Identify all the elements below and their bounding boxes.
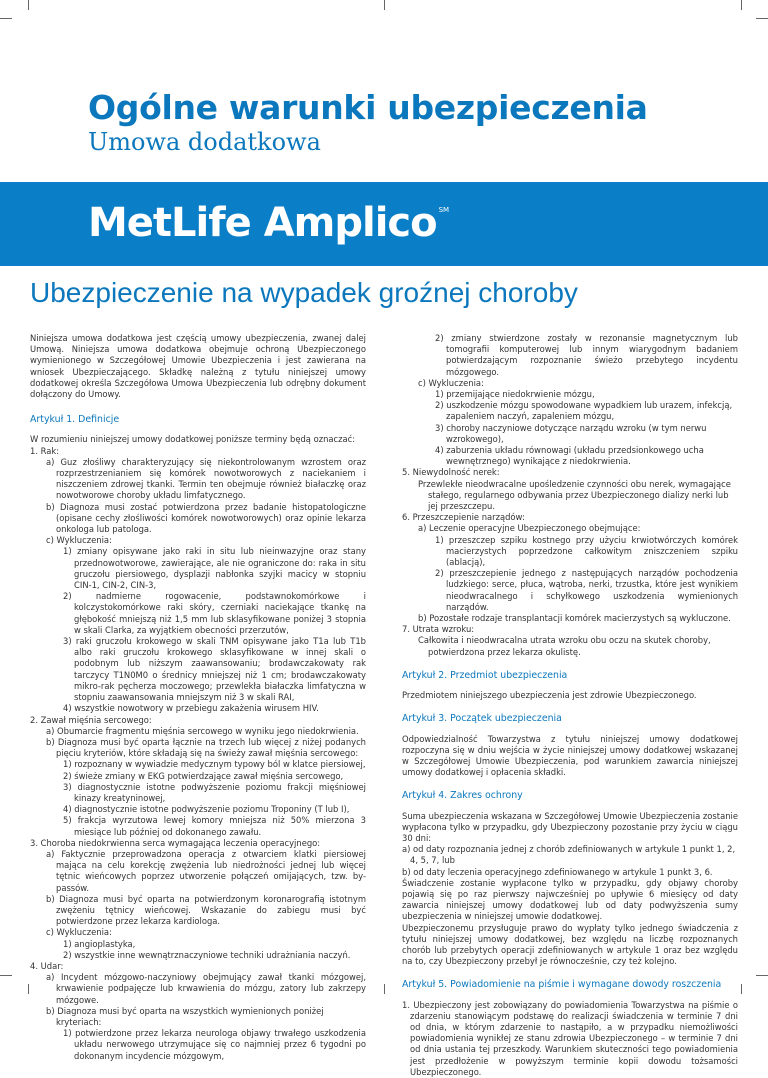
definition-item: 3) raki gruczołu krokowego w skali TNM opisywane jako T1a lub T1b albo raki gruczołu krokowego sklasyfikowane w innej skali o podobnym lub niższym zaawansowaniu; brodawczakowaty rak tarczycy T1N0M0 o średnicy mniejszej niż 1 cm; brodawczakowaty mikro-rak pęcherza moczowego; przewlekła białaczka limfatyczna w stopniu zaawansowania mniejszym niż 3 w skali RAI, [63,636,366,703]
section-heading: Ubezpieczenie na wypadek groźnej choroby [30,277,578,308]
definition-item: c) Wykluczenia: [46,927,112,938]
definition-item: 1) rozpoznany w wywiadzie medycznym typowy ból w klatce piersiowej, [63,759,366,770]
definition-item: 2. Zawał mięśnia sercowego: [30,714,152,725]
definition-item: 1) przeszczep szpiku kostnego przy użyciu krwiotwórczych komórek macierzystych poprzedzone całkowitym zniszczeniem szpiku (ablacją), [435,534,738,568]
intro-paragraph: Niniejsza umowa dodatkowa jest częścią umowy ubezpieczenia, zwanej dalej Umową. Niniejsza umowa dodatkowa obejmuje ochroną Ubezpieczonego wymienionego w Szczegółowej Umowie Ubezpieczenia i jest zawierana na wniosek Ubezpieczającego. Składkę należną z tytułu niniejszej umowy dodatkowej określa Szczegółowa Umowa Ubezpieczenia lub odrębny dokument dołączony do Umowy. [30,333,366,400]
article-4-title: Artykuł 4. Zakres ochrony [402,790,523,802]
definition-item: c) Wykluczenia: [46,535,112,546]
service-mark: SM [438,206,450,214]
crop-mark [384,984,385,994]
crop-mark [756,18,768,19]
definition-item: 2) uszkodzenie mózgu spowodowane wypadkiem lub urazem, infekcją, zapaleniem naczyń, zapaleniem mózgu, [435,400,733,422]
crop-mark [28,984,29,994]
definition-item: b) Diagnoza musi być oparta łącznie na trzech lub więcej z niżej podanych pięciu kryteriów, które składają się na świeży zawał mięśnia sercowego: [46,736,366,759]
article-5-item: 1. Ubezpieczony jest zobowiązany do powiadomienia Towarzystwa na piśmie o zdarzeniu stanowiącym podstawę do realizacji świadczenia w terminie 7 dni od dnia, w którym zdarzenie to nastąpiło, a w przypadku niemożliwości powiadomienia wynikłej ze stanu zdrowia Ubezpieczonego – w terminie 7 dni od dnia ustania tej przeszkody. Warunkiem skuteczności tego powiadomienia jest przedłożenie w powyższym terminie kopii dowodu tożsamości Ubezpieczonego. [402,999,738,1077]
definition-item: 4) wszystkie nowotwory w przebiegu zakażenia wirusem HIV. [63,703,319,714]
definition-item: b) Diagnoza musi być oparta na potwierdzonym koronarografią istotnym zwężeniu tętnicy wieńcowej. Wskazanie do zabiegu musi być potwierdzone przez lekarza kardiologa. [46,893,366,927]
article-4-text: Suma ubezpieczenia wskazana w Szczegółowej Umowie Ubezpieczenia zostanie wypłacona tylko w przypadku, gdy Ubezpieczony pozostanie przy życiu w ciągu 30 dni: [402,810,738,843]
definition-item: 7. Utrata wzroku: [402,624,475,635]
definition-item: a) Incydent mózgowo-naczyniowy obejmujący zawał tkanki mózgowej, krwawienie podpajęcze lub krwawienia do mózgu, zatory lub zakrzepy mózgowe. [46,972,366,1005]
crop-mark [0,975,12,976]
left-column [30,333,366,1062]
document-title: Ogólne warunki ubezpieczenia [88,88,648,127]
definition-item: Całkowita i nieodwracalna utrata wzroku obu oczu na skutek choroby, potwierdzona przez lekarza okulistę. [418,635,711,657]
definition-item: 3) choroby naczyniowe dotyczące narządu wzroku (w tym nerwu wzrokowego), [435,422,707,444]
definition-item: 6. Przeszczepienie narządów: [402,512,525,523]
definition-item: 2) przeszczepienie jednego z następujących narządów pochodzenia ludzkiego: serce, płuca, wątroba, nerki, trzustka, które jest wynikiem nieodwracalnego i schyłkowego uszkodzenia wymienionych narządów. [435,568,738,612]
definition-item: 1. Rak: [30,445,60,456]
brand-logo [88,200,450,246]
article-1-title: Artykuł 1. Definicje [30,414,120,426]
article-4-item: a) od daty rozpoznania jednej z chorób zdefiniowanych w artykule 1 punkt 1, 2, 4, 5, 7, lub [402,844,736,866]
definition-item: 1) zmiany opisywane jako raki in situ lub nieinwazyjne oraz stany przednowotworowe, zawierające, ale nie ograniczone do: raka in situ gruczołu piersiowego, dysplazji nabłonka szyjki macicy w stopniu CIN-1, CIN-2, CIN-3, [63,546,366,591]
definition-item: a) Leczenie operacyjne Ubezpieczonego obejmujące: [418,523,641,534]
definition-item: b) Diagnoza musi zostać potwierdzona przez badanie histopatologiczne (opisane cechy złośliwości komórek nowotworowych) oraz opinie lekarza onkologa lub patologa. [46,501,366,535]
definition-item: 4) diagnostycznie istotne podwyższenie poziomu Troponiny (T lub I), [63,804,350,815]
definition-item: 3. Choroba niedokrwienna serca wymagająca leczenia operacyjnego: [30,837,321,848]
article-2-title: Artykuł 2. Przedmiot ubezpieczenia [402,669,568,681]
definition-item: 2) wszystkie inne wewnątrznaczyniowe techniki udrażniania naczyń. [63,949,351,960]
article-4-text: Ubezpieczonemu przysługuje prawo do wypłaty tylko jednego świadczenia z tytułu niniejszej umowy dodatkowej, bez względu na liczbę rozpoznanych chorób lub przebytych operacji zdefiniowanych w artykule 1 oraz bez względu na to, czy Ubezpieczony przebył je równocześnie, czy też kolejno. [402,922,738,967]
definition-item: 3) diagnostycznie istotne podwyższenie poziomu frakcji mięśniowej kinazy kreatyninowej, [63,781,366,803]
definition-item: a) Obumarcie fragmentu mięśnia sercowego w wyniku jego niedokrwienia. [46,725,359,736]
definition-item: 2) nadmierne rogowacenie, podstawnokomórkowe i kolczystokomórkowe raki skóry, czerniaki naciekające tkankę na głębokość mniejszą niż 1,5 mm lub sklasyfikowane poniżej 3 stopnia w skali Clarka, za wyjątkiem obecności przerzutów, [63,591,366,635]
crop-mark [28,0,29,10]
definition-item: 2) zmiany stwierdzone zostały w rezonansie magnetycznym lub tomografii komputerowej lub innym wiarygodnym badaniem potwierdzającym rozpoznanie świeżo przebytego incydentu mózgowego. [435,333,738,377]
definition-item: b) Pozostałe rodzaje transplantacji komórek macierzystych są wykluczone. [418,613,731,624]
definition-item: 2) świeże zmiany w EKG potwierdzające zawał mięśnia sercowego, [63,770,344,781]
article-4-text: Świadczenie zostanie wypłacone tylko w przypadku, gdy objawy choroby pojawią się po raz pierwszy najwcześniej po upływie 6 miesięcy od daty zawarcia niniejszej umowy dodatkowej lub od daty podwyższenia sumy ubezpieczenia w niniejszej umowie dodatkowej. [402,877,738,922]
article-4-item: b) od daty leczenia operacyjnego zdefiniowanego w artykule 1 punkt 3, 6. [402,866,713,877]
definition-item: 1) potwierdzone przez lekarza neurologa objawy trwałego uszkodzenia układu nerwowego utrzymujące się co najmniej przez 6 tygodni po dokonanym incydencie mózgowym, [63,1028,366,1061]
brand-name: MetLife Amplico [88,200,437,246]
definition-item: 4. Udar: [30,960,64,971]
definition-item: a) Faktycznie przeprowadzona operacja z otwarciem klatki piersiowej mająca na celu korekcję zwężenia lub niedrożności jednej lub więcej tętnic wieńcowych poprzez utworzenie połączeń omijających, tzw. by-passów. [46,848,366,893]
definition-item: 1) angioplastyka, [63,938,136,949]
definition-item: Przewlekłe nieodwracalne upośledzenie czynności obu nerek, wymagające stałego, regularnego odbywania przez Ubezpieczonego dializy nerki lub jej przeszczepu. [418,478,731,512]
definition-item: 5) frakcja wyrzutowa lewej komory mniejsza niż 50% mierzona 3 miesiące lub później od dokonanego zawału. [63,815,366,837]
right-column [402,333,738,1078]
definition-item: 1) przemijające niedokrwienie mózgu, [435,389,595,400]
document-subtitle: Umowa dodatkowa [88,128,321,156]
definition-item: 4) zaburzenia układu równowagi (układu przedsionkowego ucha wewnętrznego) wynikające z niedokrwienia. [435,445,704,467]
article-5-title: Artykuł 5. Powiadomienie na piśmie i wymagane dowody roszczenia [402,979,722,991]
crop-mark [384,0,385,10]
definition-item: 5. Niewydolność nerek: [402,467,500,478]
article-3-title: Artykuł 3. Początek ubezpieczenia [402,713,562,725]
crop-mark [741,984,742,994]
crop-mark [0,18,12,19]
definition-item: c) Wykluczenia: [418,377,484,388]
definition-item: b) Diagnoza musi być oparta na wszystkich wymienionych poniżej kryteriach: [46,1005,324,1027]
article-2-text: Przedmiotem niniejszego ubezpieczenia jest zdrowie Ubezpieczonego. [402,690,697,701]
crop-mark [741,0,742,10]
definition-item: a) Guz złośliwy charakteryzujący się niekontrolowanym wzrostem oraz rozprzestrzenianiem się komórek nowotworowych z naciekaniem i niszczeniem zdrowej tkanki. Termin ten obejmuje również białaczkę oraz nowotworowe choroby układu limfatycznego. [46,456,366,501]
article-1-lead: W rozumieniu niniejszej umowy dodatkowej poniższe terminy będą oznaczać: [30,434,356,445]
crop-mark [756,975,768,976]
article-3-text: Odpowiedzialność Towarzystwa z tytułu niniejszej umowy dodatkowej rozpoczyna się w dniu wejścia w życie niniejszej umowy dodatkowej wskazanej w Szczegółowej Umowie Ubezpieczenia, pod warunkiem zawarcia niniejszej umowy dodatkowej i opłacenia składki. [402,733,738,778]
